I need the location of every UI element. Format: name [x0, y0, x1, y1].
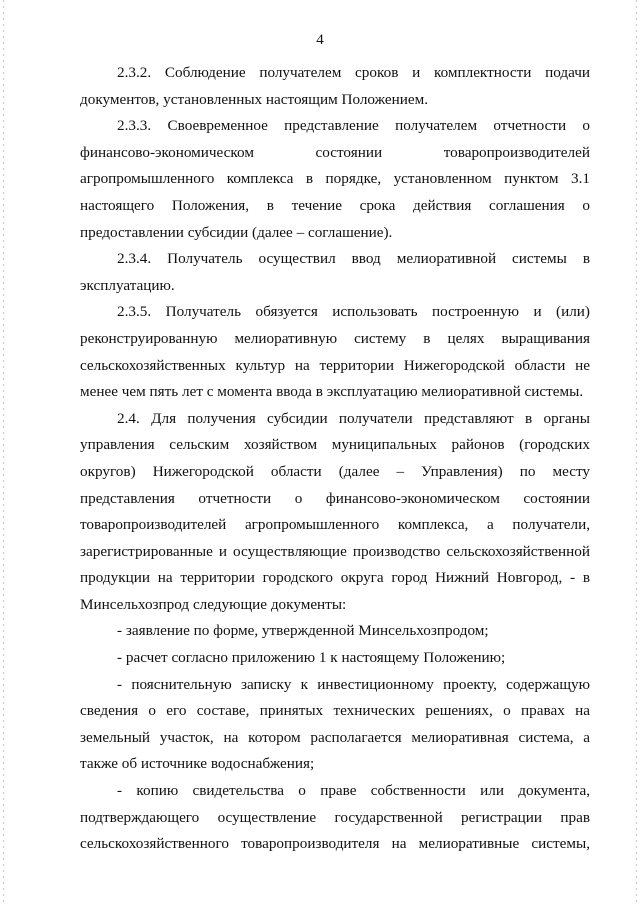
scan-edge-right	[636, 0, 637, 905]
text-line: настоящего Положения, в течение срока действия соглашения о	[80, 196, 590, 214]
text-line: земельный участок, на котором располагается мелиоративная система, а	[80, 728, 590, 746]
text-line: Минсельхозпрод следующие документы:	[80, 595, 347, 613]
text-line: 2.3.3. Своевременное представление получателем отчетности о	[117, 117, 590, 135]
paragraph-p-2-3-2	[80, 60, 590, 113]
text-line: менее чем пять лет с момента ввода в эксплуатацию мелиоративной системы.	[80, 383, 584, 401]
text-line: сведения о его составе, принятых технических решениях, о правах на	[80, 702, 590, 720]
text-line: сельскохозяйственных культур на территории Нижегородской области не	[80, 356, 590, 374]
text-line: - копию свидетельства о праве собственности или документа,	[117, 782, 590, 800]
text-line: зарегистрированные и осуществляющие производство сельскохозяйственной	[80, 542, 590, 560]
text-line: сельскохозяйственного товаропроизводителя на мелиоративные системы,	[80, 835, 590, 853]
paragraph-p-2-3-4	[80, 246, 590, 299]
text-line: 2.4. Для получения субсидии получатели представляют в органы	[117, 409, 590, 427]
text-line: подтверждающего осуществление государственной регистрации прав	[80, 808, 590, 826]
page-number: 4	[316, 32, 324, 48]
text-line: агропромышленного комплекса в порядке, установленном пунктом 3.1	[80, 170, 590, 188]
text-line: округов) Нижегородской области (далее – Управления) по месту	[80, 462, 590, 480]
text-line: - пояснительную записку к инвестиционному проекту, содержащую	[117, 675, 590, 693]
text-line: 2.3.4. Получатель осуществил ввод мелиоративной системы в	[117, 250, 590, 268]
text-line: - заявление по форме, утвержденной Минсельхозпродом;	[117, 622, 489, 640]
paragraph-p-item-1	[80, 618, 590, 645]
text-line: 2.3.2. Соблюдение получателем сроков и комплектности подачи	[117, 64, 590, 81]
text-line: финансово-экономическом состоянии товаропроизводителей	[80, 143, 590, 161]
paragraph-p-item-3	[80, 672, 590, 778]
text-line: представления отчетности о финансово-экономическом состоянии	[80, 489, 590, 507]
text-line: - расчет согласно приложению 1 к настоящему Положению;	[117, 649, 506, 667]
paragraph-p-2-4	[80, 406, 590, 619]
paragraph-p-item-2	[80, 645, 590, 672]
text-line: реконструированную мелиоративную систему в целях выращивания	[80, 329, 590, 347]
text-line: предоставлении субсидии (далее – соглашение).	[80, 223, 393, 241]
text-line: продукции на территории городского округа город Нижний Новгород, - в	[80, 569, 590, 587]
text-line: эксплуатацию.	[80, 276, 175, 294]
document-body	[80, 60, 590, 858]
text-line: управления сельским хозяйством муниципальных районов (городских	[80, 436, 590, 454]
text-line: документов, установленных настоящим Положением.	[80, 90, 429, 108]
text-line: 2.3.5. Получатель обязуется использовать построенную и (или)	[117, 303, 590, 321]
text-line: товаропроизводителей агропромышленного комплекса, а получатели,	[80, 516, 590, 534]
paragraph-p-item-4	[80, 778, 590, 858]
paragraph-p-2-3-5	[80, 299, 590, 405]
text-line: также об источнике водоснабжения;	[80, 755, 315, 773]
paragraph-p-2-3-3	[80, 113, 590, 246]
scan-edge-left	[3, 0, 4, 905]
